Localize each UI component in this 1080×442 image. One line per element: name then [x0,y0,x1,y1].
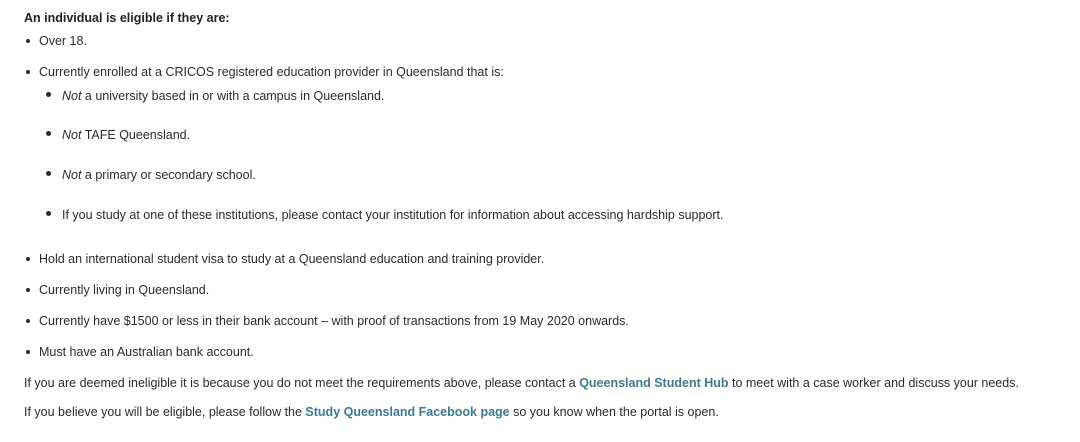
study-queensland-facebook-link[interactable]: Study Queensland Facebook page [305,405,510,419]
sub-item-text: a university based in or with a campus in Queensland. [81,89,385,103]
emphasis-not: Not [62,128,82,142]
sub-item-not-university [62,88,384,104]
eligibility-heading: An individual is eligible if they are: [24,11,230,25]
queensland-student-hub-link[interactable]: Queensland Student Hub [579,376,729,390]
bullet-dot [26,70,30,74]
list-item-visa: Hold an international student visa to study at a Queensland education and training provider. [39,252,545,266]
list-item-age: Over 18. [39,34,87,48]
sub-bullet-dot [46,211,51,216]
sub-bullet-dot [46,171,51,176]
list-item-bank-account: Must have an Australian bank account. [39,345,254,359]
list-item-enrolled: Currently enrolled at a CRICOS registered education provider in Queensland that is: [39,65,504,79]
bullet-dot [26,39,30,43]
list-item-living: Currently living in Queensland. [39,283,210,297]
sub-item-not-tafe [62,127,190,143]
bullet-dot [26,288,30,292]
paragraph-text: to meet with a case worker and discuss your needs. [728,376,1019,390]
list-item-bank-balance: Currently have $1500 or less in their bank account – with proof of transactions from 19 May 2020 onwards. [39,314,629,328]
sub-bullet-dot [46,92,51,97]
bullet-dot [26,319,30,323]
sub-item-text: a primary or secondary school. [81,168,256,182]
sub-bullet-dot [46,131,51,136]
emphasis-not: Not [62,89,82,103]
paragraph-text: so you know when the portal is open. [509,405,719,419]
sub-item-contact-institution: If you study at one of these institutions, please contact your institution for information about accessing hardship support. [62,208,724,222]
ineligible-paragraph [24,375,1019,391]
eligible-paragraph [24,404,719,420]
paragraph-text: If you believe you will be eligible, please follow the [24,405,306,419]
paragraph-text: If you are deemed ineligible it is because you do not meet the requirements above, please contact a [24,376,580,390]
bullet-dot [26,257,30,261]
emphasis-not: Not [62,168,82,182]
sub-item-not-school [62,167,256,183]
sub-item-text: TAFE Queensland. [81,128,191,142]
bullet-dot [26,350,30,354]
